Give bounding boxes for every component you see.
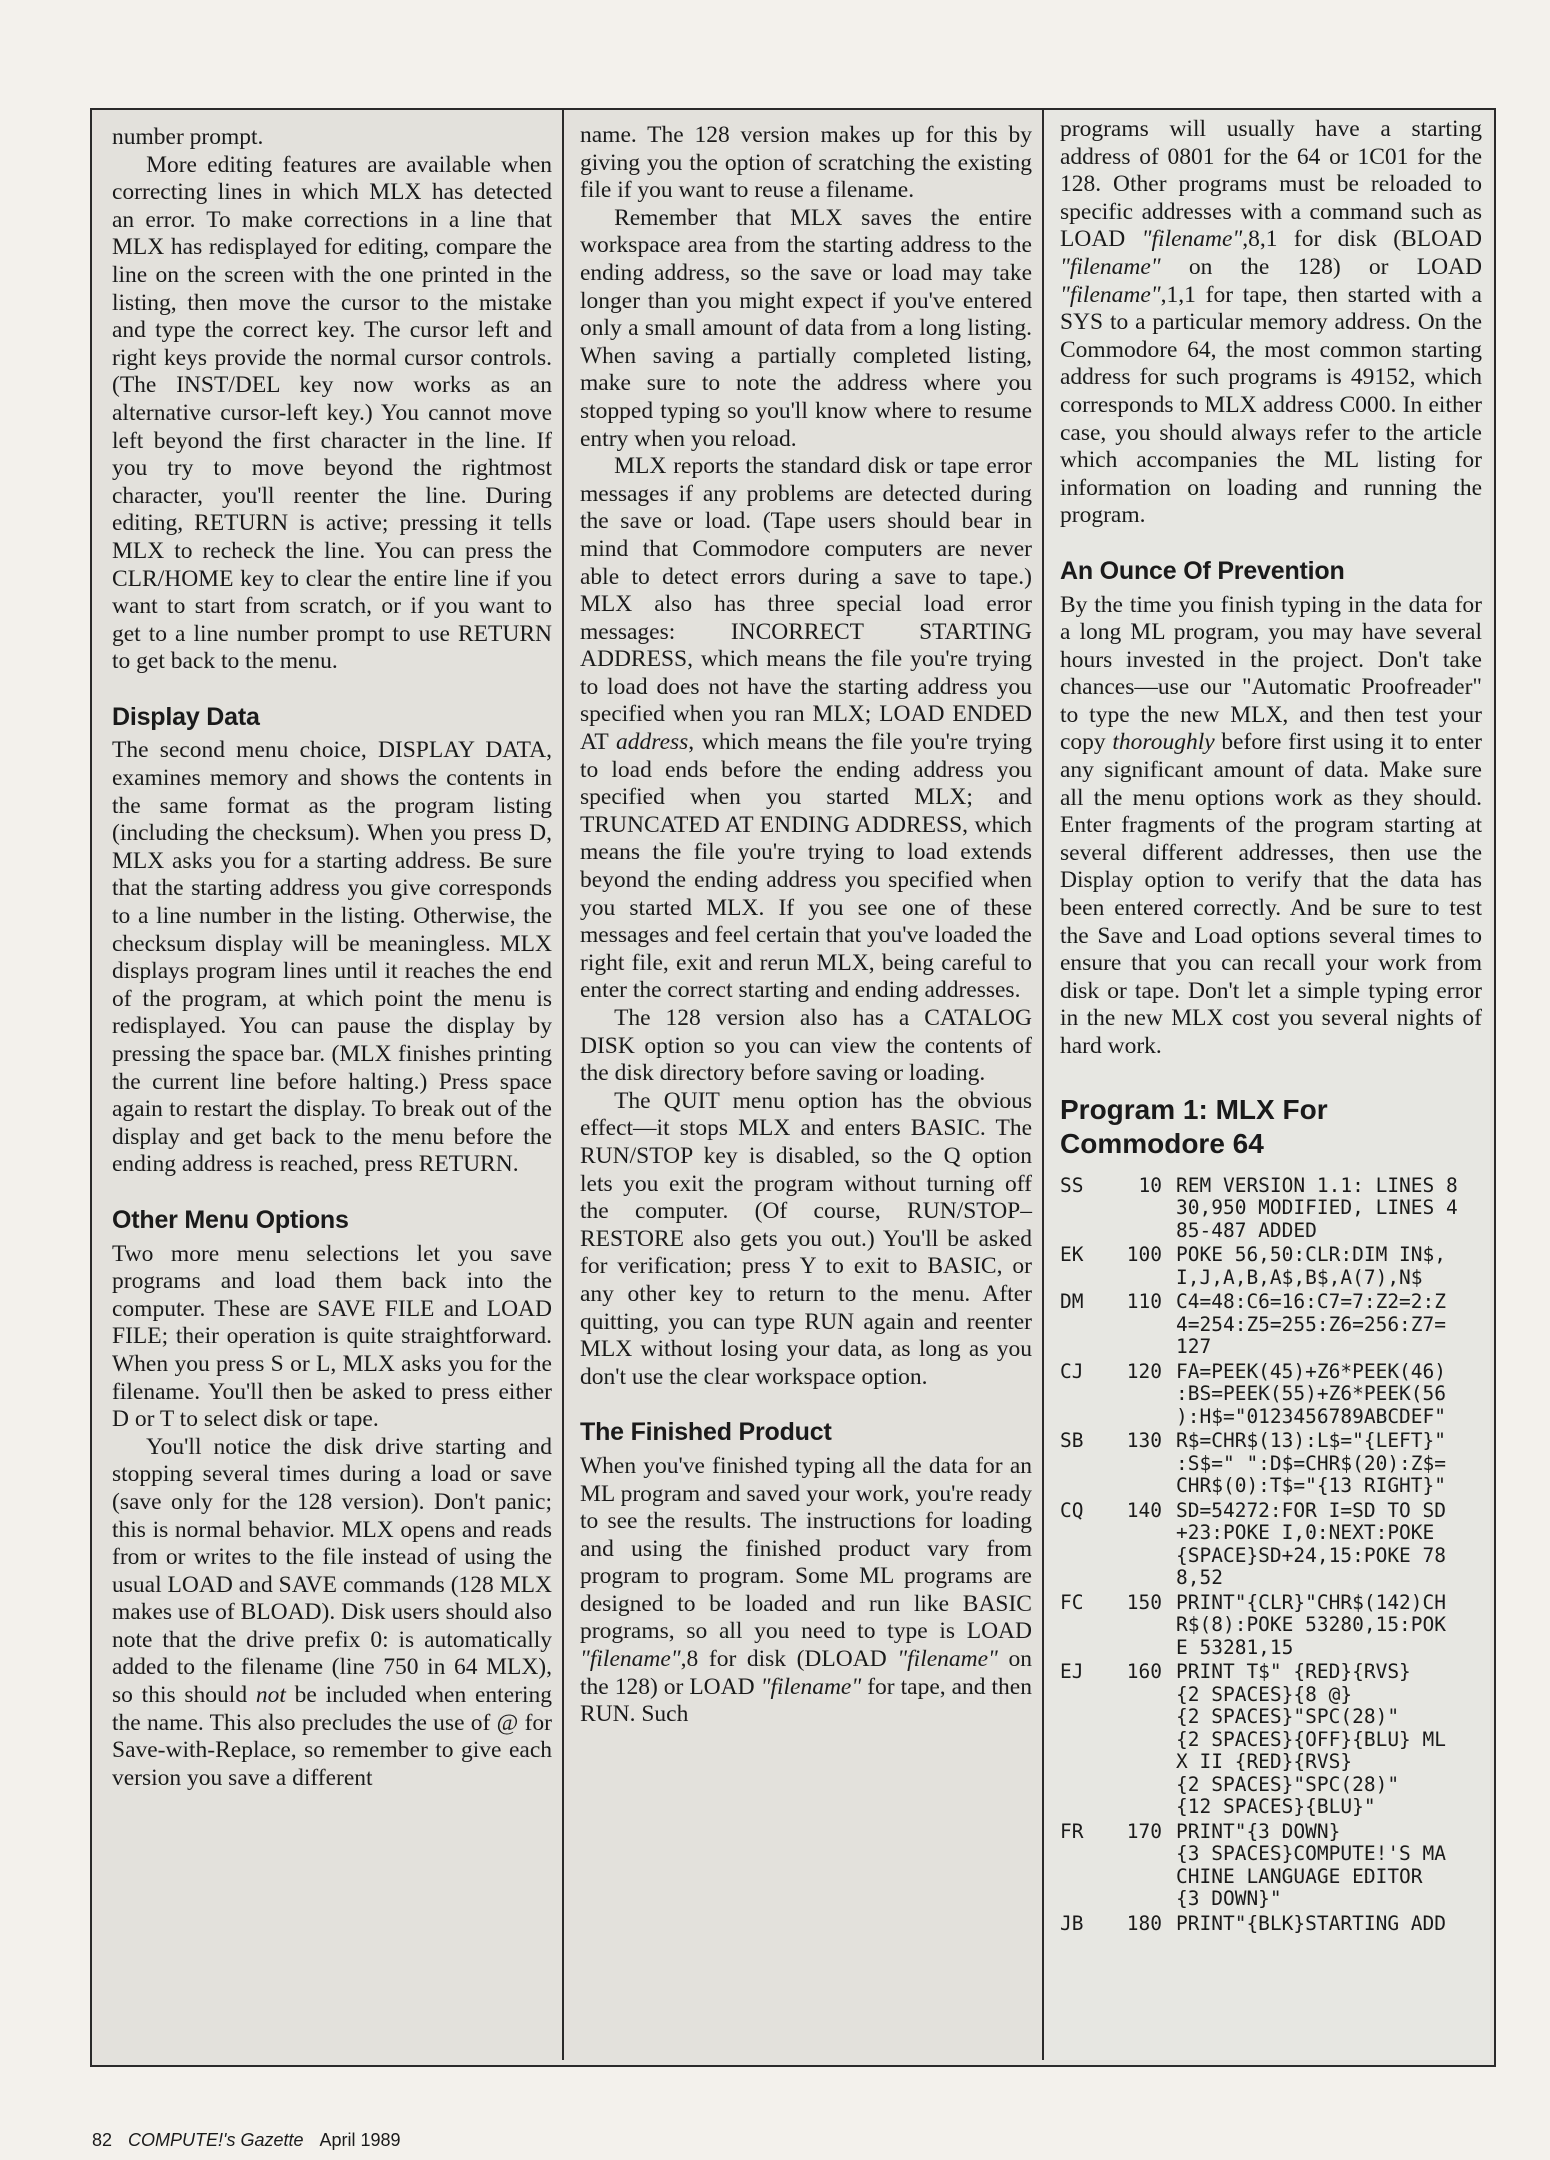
checksum-code: DM bbox=[1060, 1290, 1084, 1314]
checksum-code: FC bbox=[1060, 1590, 1084, 1614]
listing-line bbox=[1060, 1661, 1482, 1819]
checksum-code: EK bbox=[1060, 1243, 1084, 1267]
listing-line bbox=[1060, 1592, 1482, 1660]
checksum-code: SS bbox=[1060, 1173, 1084, 1197]
paragraph: Remember that MLX saves the entire workspace area from the starting address to the ending address, so the save or load may take longer than you might expect if you've entered only a small amount of data from a long listing. When saving a partially completed listing, make sure to note the address where you stopped typing so you'll know where to resume entry when you reload. bbox=[580, 204, 1032, 452]
checksum-code: SB bbox=[1060, 1429, 1084, 1453]
line-number: 170 bbox=[1126, 1819, 1162, 1843]
listing-line bbox=[1060, 1244, 1482, 1289]
code-text: PRINT"{BLK}STARTING ADD bbox=[1176, 1911, 1447, 1935]
paragraph: When you've finished typing all the data for an ML program and saved your work, you're ready to see the results. The instructions for loading and using the finished product vary from program to program. Some ML programs are designed to be loaded and run like BASIC programs, so all you need to type is LOAD "filename",8 for disk (DLOAD "filename" on the 128) or LOAD "filename" for tape, and then RUN. Such bbox=[580, 1452, 1033, 1728]
magazine-name: COMPUTE!'s Gazette bbox=[128, 2130, 304, 2150]
section-heading-other-menu-options: Other Menu Options bbox=[112, 1205, 349, 1234]
paragraph: number prompt. bbox=[112, 124, 264, 150]
section-heading-ounce-of-prevention: An Ounce Of Prevention bbox=[1060, 556, 1345, 585]
paragraph: The QUIT menu option has the obvious effect—it stops MLX and enters BASIC. The RUN/STOP key is disabled, so the Q option lets you exit the program without turning off the computer. (Of course, RUN/STOP–RESTORE also gets you out.) You'll be asked for verification; press Y to exit to BASIC, or any other key to return to the menu. After quitting, you can type RUN again and reenter MLX without losing your data, as long as you don't use the clear workspace option. bbox=[580, 1087, 1032, 1390]
checksum-code: EJ bbox=[1060, 1660, 1084, 1684]
emphasis: not bbox=[255, 1682, 286, 1709]
issue-date: April 1989 bbox=[319, 2130, 401, 2150]
paragraph: The second menu choice, DISPLAY DATA, examines memory and shows the contents in the same format as the program listing (including the checksum). When you press D, MLX asks you for a starting address. Be sure that the starting address you give corresponds to a line number in the listing. Otherwise, the checksum display will be meaningless. MLX displays program lines until it reaches the end of the program, at which point the menu is redisplayed. You can pause the display by pressing the space bar. (MLX finishes printing the current line before halting.) Press space again to restart the display. To break out of the display and get back to the menu before the ending address is reached, press RETURN. bbox=[112, 737, 552, 1178]
listing-line bbox=[1060, 1500, 1482, 1590]
code-text: PRINT"{CLR}"CHR$(142)CH R$(8):POKE 53280,15:POK E 53281,15 bbox=[1176, 1590, 1447, 1659]
listing-line bbox=[1060, 1175, 1482, 1243]
listing-line bbox=[1060, 1913, 1482, 1936]
column-2 bbox=[562, 110, 1040, 2060]
code-text: C4=48:C6=16:C7=7:Z2=2:Z 4=254:Z5=255:Z6=256:Z7= 127 bbox=[1176, 1290, 1447, 1359]
checksum-code: CQ bbox=[1060, 1498, 1084, 1522]
line-number: 120 bbox=[1126, 1359, 1162, 1383]
line-number: 10 bbox=[1138, 1173, 1162, 1197]
paragraph: MLX reports the standard disk or tape error messages if any problems are detected during the save or load. (Tape users should bear in mind that Commodore computers are never able to detect errors during a save to tape.) MLX also has three special load error messages: INCORRECT STARTING ADDRESS, which means the file you're trying to load does not have the starting address you specified when you ran MLX; LOAD ENDED AT address, which means the file you're trying to load ends before the ending address you specified when you started MLX; and TRUNCATED AT ENDING ADDRESS, which means the file you're trying to load extends beyond the ending address you specified when you started MLX. If you see one of these messages and feel certain that you've loaded the right file, exit and rerun MLX, being careful to enter the correct starting and ending addresses. bbox=[580, 453, 1032, 1004]
program-listing-title: Program 1: MLX For Commodore 64 bbox=[1060, 1093, 1328, 1159]
listing-line bbox=[1060, 1361, 1482, 1429]
line-number: 130 bbox=[1126, 1429, 1162, 1453]
paragraph: By the time you finish typing in the data for a long ML program, you may have several hours invested in the project. Don't take chances—use our "Automatic Proofreader" to type the new MLX, and then test your copy thoroughly before first using it to enter any significant amount of data. Make sure all the menu options work as they should. Enter fragments of the program starting at several different addresses, then use the Display option to verify that the data has been entered correctly. And be sure to test the Save and Load options several times to ensure that you can recall your work from disk or tape. Don't let a simple typing error in the new MLX cost you several nights of hard work. bbox=[1060, 591, 1482, 1059]
code-text: R$=CHR$(13):L$="{LEFT}" :S$=" ":D$=CHR$(20):Z$= CHR$(0):T$="{13 RIGHT}" bbox=[1176, 1429, 1447, 1498]
listing-line bbox=[1060, 1291, 1482, 1359]
checksum-code: CJ bbox=[1060, 1359, 1084, 1383]
code-text: PRINT T$" {RED}{RVS} {2 SPACES}{8 @} {2 SPACES}"SPC(28)" {2 SPACES}{OFF}{BLU} ML X II {RED}{RVS} {2 SPACES}"SPC(28)" {12 SPACES}{BLU}" bbox=[1176, 1660, 1447, 1819]
column-1 bbox=[92, 110, 560, 2060]
paragraph: The 128 version also has a CATALOG DISK option so you can view the contents of the disk directory before saving or loading. bbox=[580, 1005, 1032, 1087]
program-listing bbox=[1060, 1175, 1482, 1936]
listing-line bbox=[1060, 1430, 1482, 1498]
checksum-code: JB bbox=[1060, 1911, 1084, 1935]
code-text: PRINT"{3 DOWN} {3 SPACES}COMPUTE!'S MA CHINE LANGUAGE EDITOR {3 DOWN}" bbox=[1176, 1819, 1447, 1911]
code-text: POKE 56,50:CLR:DIM IN$, I,J,A,B,A$,B$,A(7),N$ bbox=[1176, 1243, 1447, 1289]
line-number: 150 bbox=[1126, 1590, 1162, 1614]
emphasis: address bbox=[616, 729, 689, 756]
paragraph: Two more menu selections let you save programs and load them back into the computer. These are SAVE FILE and LOAD FILE; their operation is quite straightforward. When you press S or L, MLX asks you for the filename. You'll then be asked to press either D or T to select disk or tape. bbox=[112, 1240, 552, 1433]
section-heading-finished-product: The Finished Product bbox=[580, 1418, 832, 1447]
line-number: 180 bbox=[1126, 1911, 1162, 1935]
line-number: 100 bbox=[1126, 1243, 1162, 1267]
section-heading-display-data: Display Data bbox=[112, 702, 260, 731]
paragraph: name. The 128 version makes up for this by giving you the option of scratching the existing file if you want to reuse a filename. bbox=[580, 122, 1032, 204]
listing-line bbox=[1060, 1821, 1482, 1911]
paragraph: More editing features are available when correcting lines in which MLX has detected an error. To make corrections in a line that MLX has redisplayed for editing, compare the line on the screen with the one printed in the listing, then move the cursor to the mistake and type the correct key. The cursor left and right keys provide the normal cursor controls. (The INST/DEL key now works as an alternative cursor-left key.) You cannot move left beyond the first character in the line. If you try to move beyond the rightmost character, you'll reenter the line. During editing, RETURN is active; pressing it tells MLX to recheck the line. You can press the CLR/HOME key to clear the entire line if you want to start from scratch, or if you want to get to a line number prompt to use RETURN to get back to the menu. bbox=[112, 151, 552, 675]
page-footer bbox=[92, 2130, 401, 2151]
code-text: REM VERSION 1.1: LINES 8 30,950 MODIFIED, LINES 4 85-487 ADDED bbox=[1176, 1173, 1458, 1242]
line-number: 160 bbox=[1126, 1660, 1162, 1684]
line-number: 110 bbox=[1126, 1290, 1162, 1314]
checksum-code: FR bbox=[1060, 1819, 1084, 1843]
code-text: FA=PEEK(45)+Z6*PEEK(46) :BS=PEEK(55)+Z6*PEEK(56 ):H$="0123456789ABCDEF" bbox=[1176, 1359, 1447, 1428]
column-3 bbox=[1042, 110, 1490, 2060]
page-number: 82 bbox=[92, 2130, 113, 2150]
paragraph: programs will usually have a starting address of 0801 for the 64 or 1C01 for the 128. Other programs must be reloaded to specific addresses with a command such as LOAD "filename",8,1 for disk (BLOAD "filename" on the 128) or LOAD "filename",1,1 for tape, then started with a SYS to a particular memory address. On the Commodore 64, the most common starting address for such programs is 49152, which corresponds to MLX address C000. In either case, you should always refer to the article which accompanies the ML listing for information on loading and running the program. bbox=[1060, 116, 1482, 529]
paragraph: You'll notice the disk drive starting and stopping several times during a load or save (save only for the 128 version). Don't panic; this is normal behavior. MLX opens and reads from or writes to the file instead of using the usual LOAD and SAVE commands (128 MLX makes use of BLOAD). Disk users should also note that the drive prefix 0: is automatically added to the filename (line 750 in 64 MLX), so this should not be included when entering the name. This also precludes the use of @ for Save-with-Replace, so remember to give each version you save a different bbox=[112, 1433, 552, 1791]
line-number: 140 bbox=[1126, 1498, 1162, 1522]
code-text: SD=54272:FOR I=SD TO SD +23:POKE I,0:NEXT:POKE {SPACE}SD+24,15:POKE 78 8,52 bbox=[1176, 1498, 1447, 1590]
